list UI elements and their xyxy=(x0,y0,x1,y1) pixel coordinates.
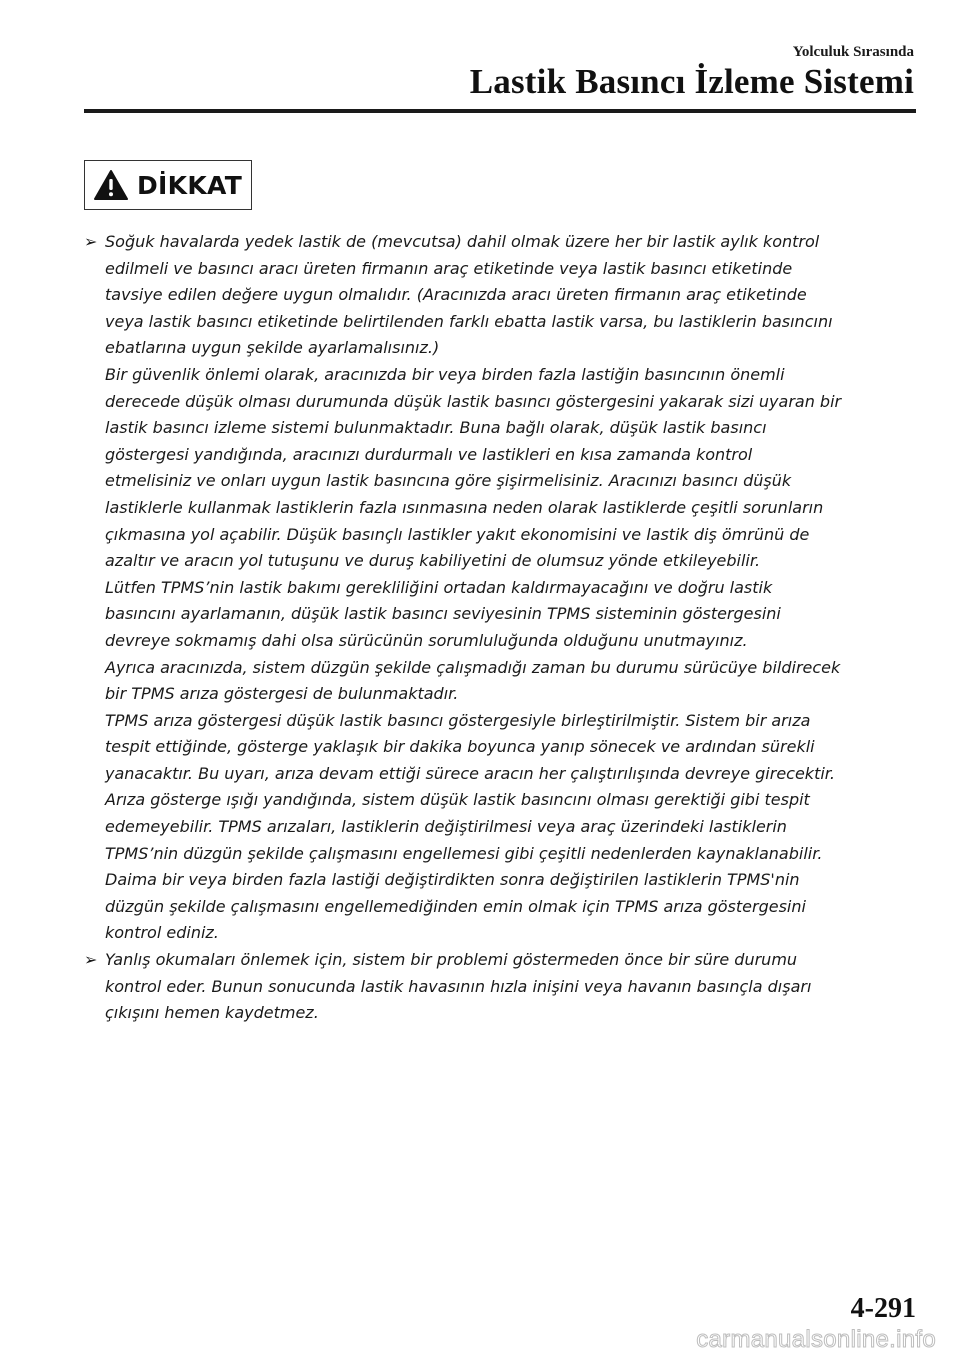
text-line: azaltır ve aracın yol tutuşunu ve duruş kabiliyetini de olumsuz yönde etkileyebilir. xyxy=(105,551,761,571)
text-line: lastiklerle kullanmak lastiklerin fazla ısınmasına neden olarak lastiklerde çeşitli sorunların xyxy=(105,497,824,517)
text-line: etmelisiniz ve onları uygun lastik basıncına göre şişirmelisiniz. Aracınızı basıncı düşük xyxy=(105,471,792,491)
text-line: Soğuk havalarda yedek lastik de (mevcutsa) dahil olmak üzere her bir lastik aylık kontrol xyxy=(105,232,820,251)
text-line: tavsiye edilen değere uygun olmalıdır. (Aracınızda aracı üreten firmanın araç etiketinde xyxy=(105,285,807,305)
caution-banner xyxy=(84,160,252,210)
text-line: veya lastik basıncı etiketinde belirtilenden farklı ebatta lastik varsa, bu lastiklerin basıncını xyxy=(105,311,833,331)
text-line: tespit ettiğinde, gösterge yaklaşık bir dakika boyunca yanıp sönecek ve ardından sürekli xyxy=(105,737,815,757)
text-line: derecede düşük olması durumunda düşük lastik basıncı göstergesini yakarak sizi uyaran bir xyxy=(105,391,842,411)
text-line: devreye sokmamış dahi olsa sürücünün sorumluluğunda olduğunu unutmayınız. xyxy=(105,630,748,650)
caution-item xyxy=(84,947,920,1027)
item-text xyxy=(105,229,920,947)
arrow-bullet-icon: ➢ xyxy=(84,950,98,970)
text-line: TPMS’nin düzgün şekilde çalışmasını engellemesi gibi çeşitli nedenlerden kaynaklanabilir. xyxy=(105,843,823,863)
arrow-bullet-icon: ➢ xyxy=(84,232,98,251)
warning-triangle-icon xyxy=(93,169,129,201)
text-line: ebatlarına uygun şekilde ayarlamalısınız.) xyxy=(105,338,440,358)
text-line: çıkmasına yol açabilir. Düşük basınçlı lastikler yakıt ekonomisini ve lastik diş ömrünü de xyxy=(105,524,810,544)
watermark: carmanualsonline.info xyxy=(696,1326,936,1353)
text-line: Lütfen TPMS’nin lastik bakımı gerekliliğini ortadan kaldırmayacağını ve doğru lastik xyxy=(105,577,773,597)
text-line: Arıza gösterge ışığı yandığında, sistem düşük lastik basıncını olması gerektiği gibi tespit xyxy=(105,790,810,810)
text-line: Bir güvenlik önlemi olarak, aracınızda bir veya birden fazla lastiğin basıncının önemli xyxy=(105,364,785,384)
caution-content xyxy=(84,229,920,1027)
text-line: Ayrıca aracınızda, sistem düzgün şekilde çalışmadığı zaman bu durumu sürücüye bildirecek xyxy=(105,657,841,677)
text-line: çıkışını hemen kaydetmez. xyxy=(105,1003,319,1023)
item-text xyxy=(105,947,920,1027)
text-line: düzgün şekilde çalışmasını engellemediğinden emin olmak için TPMS arıza göstergesini xyxy=(105,896,806,916)
text-line: göstergesi yandığında, aracınızı durdurmalı ve lastikleri en kısa zamanda kontrol xyxy=(105,444,753,464)
text-line: TPMS arıza göstergesi düşük lastik basıncı göstergesiyle birleştirilmiştir. Sistem bir arıza xyxy=(105,710,811,730)
text-line: edilmeli ve basıncı aracı üreten firmanın araç etiketinde veya lastik basıncı etiketinde xyxy=(105,258,793,278)
text-line: kontrol ediniz. xyxy=(105,923,219,943)
page-title: Lastik Basıncı İzleme Sistemi xyxy=(469,62,914,101)
text-line: kontrol eder. Bunun sonucunda lastik havasının hızla inişini veya havanın basınçla dışarı xyxy=(105,976,812,996)
page-number: 4-291 xyxy=(850,1293,916,1324)
caution-item xyxy=(84,229,920,947)
text-line: basıncını ayarlamanın, düşük lastik basıncı seviyesinin TPMS sisteminin göstergesini xyxy=(105,604,781,624)
caution-label: DİKKAT xyxy=(137,170,243,200)
text-line: bir TPMS arıza göstergesi de bulunmaktadır. xyxy=(105,684,459,704)
text-line: Yanlış okumaları önlemek için, sistem bir problemi göstermeden önce bir süre durumu xyxy=(105,950,798,970)
header-divider xyxy=(84,109,916,113)
text-line: yanacaktır. Bu uyarı, arıza devam ettiği sürece aracın her çalıştırılışında devreye girecektir. xyxy=(105,763,835,783)
text-line: Daima bir veya birden fazla lastiği değiştirdikten sonra değiştirilen lastiklerin TPMS'nin xyxy=(105,870,800,890)
text-line: edemeyebilir. TPMS arızaları, lastiklerin değiştirilmesi veya araç üzerindeki lastiklerin xyxy=(105,817,787,837)
text-line: lastik basıncı izleme sistemi bulunmaktadır. Buna bağlı olarak, düşük lastik basıncı xyxy=(105,418,767,438)
section-label: Yolculuk Sırasında xyxy=(792,44,914,60)
